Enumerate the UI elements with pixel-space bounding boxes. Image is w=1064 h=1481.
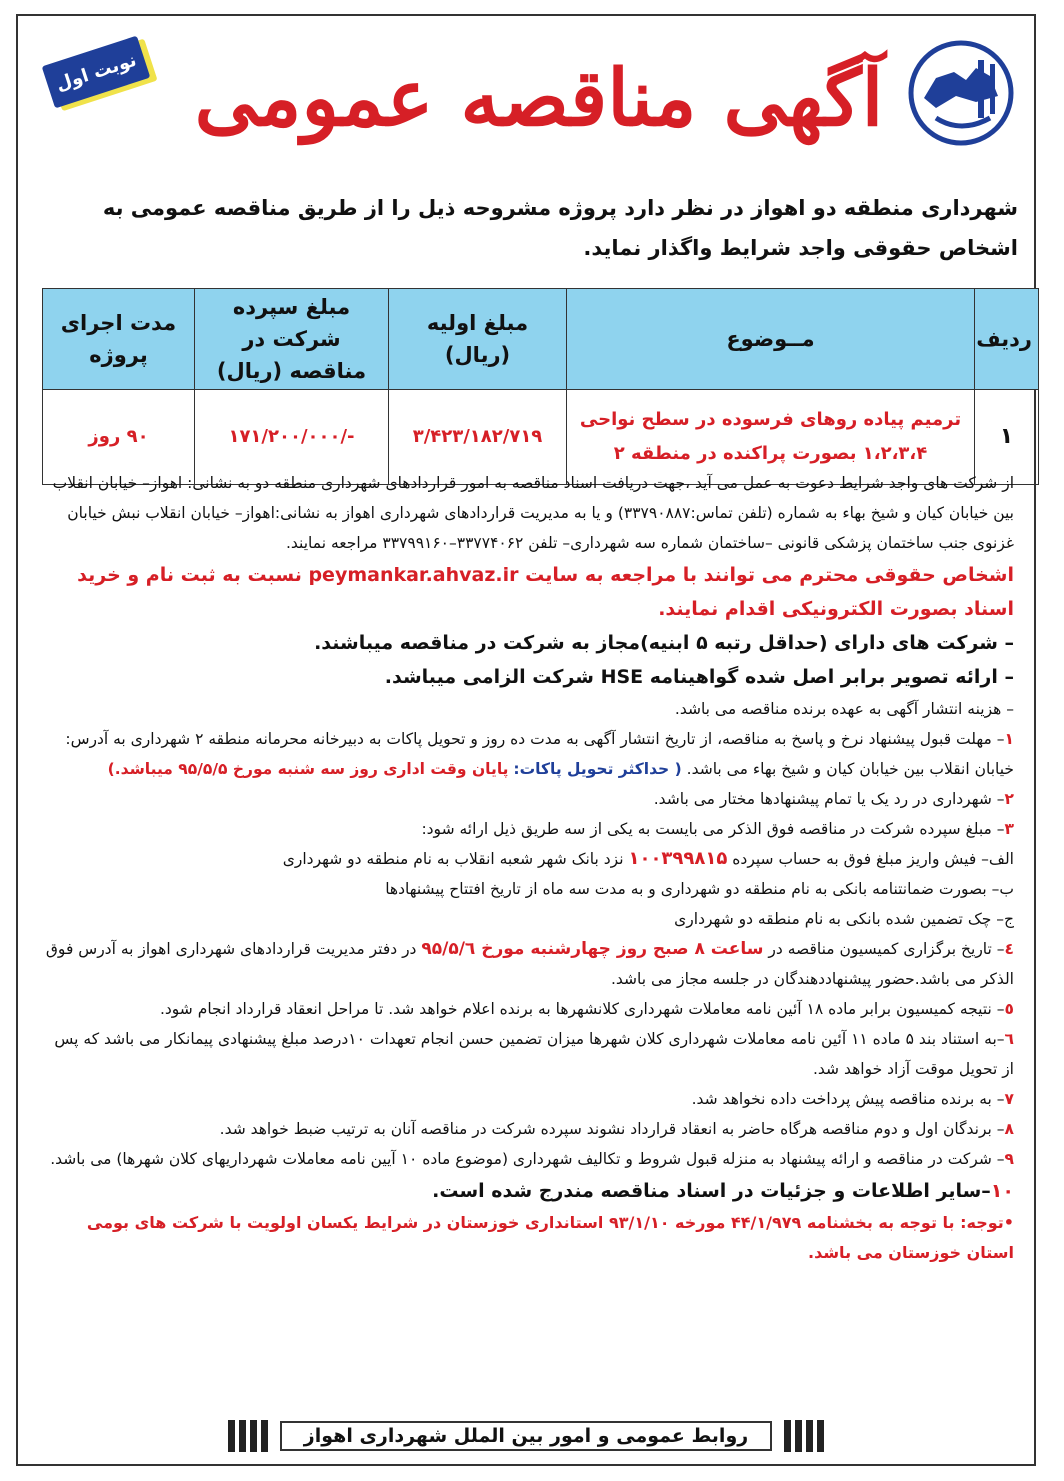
clause-number: ۷ (1004, 1090, 1014, 1108)
clause-text: – شرکت در مناقصه و ارائه پیشنهاد به منزله قبول شروط و تکالیف شهرداری (موضوع ماده ۱۰ آیین نامه معاملات شهرداریهای کلان شهرها) می باشد. (50, 1150, 1005, 1168)
clause-2 (44, 784, 1014, 814)
clause-5 (44, 994, 1014, 1024)
clause-4 (44, 934, 1014, 994)
footer-bars-right (784, 1420, 824, 1452)
hse-requirement-line: – ارائه تصویر برابر اصل شده گواهینامه HSE شرکت الزامی میباشد. (384, 666, 1014, 688)
badge-label: نوبت اول (42, 36, 151, 109)
eligibility-line: – شرکت های دارای (حداقل رتبه ۵ ابنیه)مجاز به شرکت در مناقصه میباشند. (314, 632, 1014, 654)
option-text: الف– فیش واریز مبلغ فوق به حساب سپرده (732, 850, 1014, 868)
clause-number: ٤ (1004, 940, 1014, 958)
clause-text: – تاریخ برگزاری کمیسیون مناقصه در (768, 940, 1005, 958)
online-registration-paragraph: اشخاص حقوقی محترم می توانند با مراجعه به سایت peymankar.ahvaz.ir نسبت به ثبت نام و خرید اسناد بصورت الکترونیکی اقدام نمایند. (77, 564, 1014, 620)
clause-text: –به استناد بند ۵ ماده ۱۱ آئین نامه معاملات شهرداری کلان شهرها میزان تضمین حسن انجام تعهدات ۱۰درصد مبلغ پیشنهادی پیمانکار می باشد که پس از تحویل موقت آزاد خواهد شد. (54, 1030, 1014, 1078)
option-a (44, 844, 1014, 874)
notice-title: آگهی مناقصه عمومی (194, 53, 884, 144)
cell-subject: ترمیم پیاده روهای فرسوده در سطح نواحی ۱،۲،۳،۴ بصورت پراکنده در منطقه ۲ (567, 390, 975, 485)
clause-text: – نتیجه کمیسیون برابر ماده ۱۸ آئین نامه معاملات شهرداری کلانشهرها به برنده اعلام خواهد شد. تا مراحل انعقاد قرارداد انجام شود. (159, 1000, 1005, 1018)
clause-text: – برندگان اول و دوم مناقصه هرگاه حاضر به انعقاد قرارداد نشوند سپرده شرکت در مناقصه آنان به ترتیب ضبط خواهد شد. (219, 1120, 1005, 1138)
option-c: ج– چک تضمین شده بانکی به نام منطقه دو شهرداری (674, 910, 1014, 928)
clause-number: ٥ (1004, 1000, 1014, 1018)
intro-paragraph: شهرداری منطقه دو اهواز در نظر دارد پروژه مشروحه ذیل را از طریق مناقصه عمومی به اشخاص حقوقی واجد شرایط واگذار نماید. (102, 196, 1018, 260)
clause-number: ۱۰ (990, 1180, 1014, 1202)
municipality-logo-icon (906, 38, 1016, 148)
publication-cost-line: – هزینه انتشار آگهی به عهده برنده مناقصه می باشد. (674, 700, 1014, 718)
first-round-badge (40, 36, 165, 114)
clause-number: ۹ (1004, 1150, 1014, 1168)
clause-3 (44, 814, 1014, 844)
clause-text: – مبلغ سپرده شرکت در مناقصه فوق الذکر می بایست به یکی از سه طریق ذیل ارائه شود: (421, 820, 1005, 838)
deadline-value: پایان وقت اداری روز سه شنبه مورخ ۹۵/۵/۵ میباشد.) (107, 760, 509, 778)
footer (18, 1418, 1034, 1454)
deadline-label: ( حداکثر تحویل پاکات: (513, 760, 682, 778)
clause-6 (44, 1024, 1014, 1084)
clause-number: ۱ (1004, 730, 1014, 748)
commission-time: ساعت ۸ صبح روز چهارشنبه مورخ ۹۵/۵/٦ (421, 939, 764, 959)
clause-text: – شهرداری در رد یک یا تمام پیشنهادها مختار می باشد. (653, 790, 1005, 808)
clause-text: –سایر اطلاعات و جزئیات در اسناد مناقصه مندرج شده است. (432, 1180, 991, 1202)
clause-text: – به برنده مناقصه پیش پرداخت داده نخواهد شد. (691, 1090, 1005, 1108)
header-initial-amount: مبلغ اولیه (ریال) (389, 289, 567, 390)
cell-row-number: ۱ (975, 390, 1039, 485)
notice-frame (16, 14, 1036, 1466)
option-text: نزد بانک شهر شعبه انقلاب به نام منطقه دو شهرداری (282, 850, 624, 868)
clause-number: ۳ (1004, 820, 1014, 838)
clause-number: ٦ (1004, 1030, 1014, 1048)
header-deposit-amount: مبلغ سپرده شرکت در مناقصه (ریال) (195, 289, 389, 390)
invitation-paragraph: از شرکت های واجد شرایط دعوت به عمل می آید ،جهت دریافت اسناد مناقصه به امور قراردادهای شهرداری منطقه دو به نشانی: اهواز– خیابان انقلاب بین خیابان کیان و شیخ بهاء به شماره (تلفن تماس:۳۳۷۹۰۸۸۷) و یا به مدیریت قراردادهای شهرداری اهواز به نشانی:اهواز– خیابان انقلاب نبش خیابان غزنوی جنب ساختمان پزشکی قانونی –ساختمان شماره سه شهرداری– تلفن ۳۳۷۷۴۰۶۲–۳۳۷۹۹۱۶۰ مراجعه نمایند. (52, 474, 1014, 552)
attention-note: •توجه: با توجه به بخشنامه ۴۴/۱/۹۷۹ مورخه ۹۳/۱/۱۰ استانداری خوزستان در شرایط یکسان اولویت با شرکت های بومی استان خوزستان می باشد. (86, 1213, 1014, 1262)
table-header-row (43, 289, 1039, 390)
option-b: ب– بصورت ضمانتنامه بانکی به نام منطقه دو شهرداری و به مدت سه ماه از تاریخ افتتاح پیشنهادها (385, 880, 1014, 898)
notice-body (44, 468, 1014, 1268)
footer-label: روابط عمومی و امور بین الملل شهرداری اهواز (280, 1421, 772, 1451)
tender-table (42, 288, 1039, 485)
footer-bars-left (228, 1420, 268, 1452)
clause-text: – مهلت قبول پیشنهاد نرخ و پاسخ به مناقصه، از تاریخ انتشار آگهی به مدت ده روز و تحویل پاکات به دبیرخانه محرمانه منطقه ۲ شهرداری به آدرس: خیابان انقلاب بین خیابان کیان و شیخ بهاء می باشد. (65, 730, 1014, 778)
clause-number: ۸ (1004, 1120, 1014, 1138)
cell-duration: ۹۰ روز (43, 390, 195, 485)
cell-initial-amount: ۳/۴۲۳/۱۸۲/۷۱۹ (389, 390, 567, 485)
clause-9 (44, 1144, 1014, 1174)
clause-number: ۲ (1004, 790, 1014, 808)
header-row-number: ردیف (975, 289, 1039, 390)
account-number: ۱۰۰۳۹۹۸۱۵ (628, 848, 728, 869)
cell-deposit-amount: -/۱۷۱/۲۰۰/۰۰۰ (195, 390, 389, 485)
notice-header (18, 16, 1034, 186)
header-duration: مدت اجرای پروژه (43, 289, 195, 390)
clause-8 (44, 1114, 1014, 1144)
clause-10 (44, 1174, 1014, 1208)
clause-text: در دفتر مدیریت قراردادهای شهرداری اهواز به آدرس فوق الذکر می باشد.حضور پیشنهاددهندگان در جلسه مجاز می باشد. (45, 940, 1014, 988)
clause-1 (44, 724, 1014, 784)
header-subject: مــوضوع (567, 289, 975, 390)
clause-7 (44, 1084, 1014, 1114)
